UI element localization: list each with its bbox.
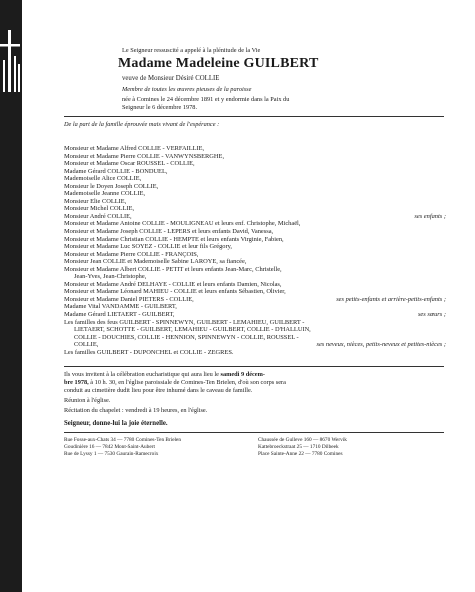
family-member-text: LIETAERT, SCHOTTE - GUILBERT, LEMAHIEU - GUILBERT, COLLIE - D'HALLUIN, bbox=[74, 326, 311, 334]
family-member-row bbox=[64, 281, 454, 289]
divider-middle bbox=[64, 366, 444, 367]
family-member-text: Monsieur et Madame Joseph COLLIE - LEPERS et leurs enfants David, Vanessa, bbox=[64, 228, 274, 236]
black-side-band bbox=[0, 0, 22, 592]
family-member-text: Mademoiselle Jeanne COLLIE, bbox=[64, 190, 146, 198]
service-date: samedi 9 décem- bbox=[220, 371, 265, 378]
address-left-2: Goudinière 16 — 7842 Mont-Saint-Aubert bbox=[64, 444, 155, 450]
meeting-line: Réunion à l'église. bbox=[64, 397, 111, 404]
family-member-text: Monsieur et Madame Pierre COLLIE - VANWYNSBERGHE, bbox=[64, 152, 225, 160]
invitation-line-3: conduit au cimetière dudit lieu pour être inhumé dans le caveau de famille. bbox=[64, 387, 253, 394]
family-member-row bbox=[64, 251, 454, 259]
closing-prayer: Seigneur, donne-lui la joie éternelle. bbox=[64, 420, 168, 427]
birth-line-2: Seigneur le 6 décembre 1978. bbox=[122, 104, 198, 111]
family-member-row bbox=[64, 243, 454, 251]
family-member-text: Monsieur Elie COLLIE, bbox=[64, 197, 127, 205]
family-member-row bbox=[64, 190, 454, 198]
family-member-text: Monsieur André COLLIE, bbox=[64, 212, 132, 220]
family-member-text: Monsieur et Madame André DELHAYE - COLLIE et leurs enfants Damien, Nicolas, bbox=[64, 280, 282, 288]
divider-top bbox=[64, 116, 444, 117]
family-member-text: COLLIE - DOUCHIES, COLLIE - HENNION, SPINNEWYN - COLLIE, ROUSSEL - bbox=[74, 333, 299, 341]
family-member-row bbox=[64, 296, 454, 304]
widow-line: veuve de Monsieur Désiré COLLIE bbox=[122, 75, 220, 82]
address-right-2: Kattebroeckstraat 25 — 1710 Dilbeek bbox=[258, 444, 339, 450]
family-member-row bbox=[64, 220, 454, 228]
family-member-row bbox=[64, 303, 454, 311]
divider-bottom bbox=[64, 432, 444, 433]
family-member-row bbox=[64, 153, 454, 161]
family-member-text: Monsieur et Madame Antoine COLLIE - MOULIGNEAU et leurs enf. Christophe, Michaël, bbox=[64, 220, 301, 228]
family-member-row bbox=[64, 341, 454, 349]
family-member-text: Monsieur et Madame Daniel PIETERS - COLLIE, bbox=[64, 295, 194, 303]
family-member-row bbox=[64, 258, 454, 266]
family-member-text: Jean-Yves, Jean-Christophe, bbox=[74, 273, 147, 281]
obituary-notice bbox=[52, 0, 457, 592]
family-member-text: Les familles des feus GUILBERT - SPINNEWYN, GUILBERT - LEMAHIEU, GUILBERT - bbox=[64, 318, 305, 326]
invitation-text: Ils vous invitent à la célébration eucharistique qui aura lieu le bbox=[64, 371, 221, 378]
family-member-row bbox=[64, 319, 454, 327]
family-member-row bbox=[64, 198, 454, 206]
family-intro: De la part de la famille éprouvée mais vivant de l'espérance : bbox=[64, 121, 220, 128]
cross-icon bbox=[0, 30, 22, 92]
family-member-text: Madame Vital VANDAMME - GUILBERT, bbox=[64, 303, 177, 311]
family-member-row bbox=[64, 205, 454, 213]
family-member-row bbox=[64, 334, 454, 342]
family-member-row bbox=[64, 326, 454, 334]
relation-label: ses enfants ; bbox=[414, 212, 446, 220]
family-member-row bbox=[64, 273, 454, 281]
relation-label: ses sœurs ; bbox=[417, 311, 446, 319]
family-member-text: Monsieur et Madame Luc SOYEZ - COLLIE et leur fils Grégory, bbox=[64, 243, 233, 251]
family-member-row bbox=[64, 145, 454, 153]
family-member-text: Monsieur et Madame Alfred COLLIE - VERFAILLIE, bbox=[64, 145, 205, 152]
relation-label: ses neveux, nièces, petits-neveux et petites-nièces ; bbox=[316, 341, 446, 349]
birth-line-1: née à Comines le 24 décembre 1891 et y endormie dans la Paix du bbox=[122, 96, 290, 103]
family-member-row bbox=[64, 288, 454, 296]
family-member-row bbox=[64, 349, 454, 357]
family-member-text: Monsieur le Doyen Joseph COLLIE, bbox=[64, 182, 159, 190]
family-member-row bbox=[64, 175, 454, 183]
family-member-text: Madame Gérard COLLIE - BONDUEL, bbox=[64, 167, 168, 175]
member-line: Membre de toutes les œuvres pieuses de la paroisse bbox=[122, 86, 252, 93]
service-date-year: bre 1978, bbox=[64, 379, 89, 386]
family-member-text: Monsieur et Madame Léonard MAHIEU - COLLIE et leurs enfants Sébastien, Olivier, bbox=[64, 288, 286, 296]
family-member-row bbox=[64, 266, 454, 274]
deceased-name bbox=[118, 56, 319, 72]
invitation-text: à 10 h. 30, en l'église paroissiale de Comines-Ten Brielen, d'où son corps sera bbox=[88, 379, 286, 386]
family-member-row bbox=[64, 213, 454, 221]
family-member-text: Mademoiselle Alice COLLIE, bbox=[64, 175, 142, 183]
family-member-row bbox=[64, 160, 454, 168]
family-member-text: Monsieur et Madame Pierre COLLIE - FRANÇOIS, bbox=[64, 250, 199, 258]
family-member-text: Les familles GUILBERT - DUPONCHEL et COLLIE - ZEGRES. bbox=[64, 348, 234, 356]
family-member-row bbox=[64, 236, 454, 244]
family-member-row bbox=[64, 183, 454, 191]
invitation-line-1 bbox=[64, 371, 265, 379]
opening-line: Le Seigneur ressuscité a appelé à la plénitude de la Vie bbox=[122, 47, 261, 54]
family-member-text: Monsieur Jean COLLIE et Mademoiselle Sabine LAROYE, sa fiancée, bbox=[64, 258, 247, 266]
address-right-1: Chaussée de Gulleve 160 — 8670 Wervik bbox=[258, 437, 347, 443]
invitation-line-2 bbox=[64, 379, 286, 387]
family-member-row bbox=[64, 228, 454, 236]
rosary-line: Récitation du chapelet : vendredi à 19 heures, en l'église. bbox=[64, 407, 208, 414]
family-member-text: COLLIE, bbox=[74, 341, 99, 349]
family-member-row bbox=[64, 311, 454, 319]
family-member-text: Monsieur et Madame Oscar ROUSSEL - COLLIE, bbox=[64, 160, 195, 168]
address-right-3: Place Sainte-Anne 22 — 7780 Comines bbox=[258, 451, 343, 457]
family-member-text: Monsieur Michel COLLIE, bbox=[64, 205, 135, 213]
family-member-text: Monsieur et Madame Christian COLLIE - HEMPTE et leurs enfants Virginie, Fabien, bbox=[64, 235, 284, 243]
family-member-text: Monsieur et Madame Albert COLLIE - PETIT et leurs enfants Jean-Marc, Christelle, bbox=[64, 265, 282, 273]
name-main: Madeleine GUILBERT bbox=[175, 56, 319, 71]
family-member-text: Madame Gérard LIETAERT - GUILBERT, bbox=[64, 311, 175, 319]
address-left-3: Rue de Lyssy 1 — 7530 Gaurain-Ramecroix bbox=[64, 451, 159, 457]
address-left-1: Rue Fosse-aux-Chats 34 — 7780 Comines-Ten Brielen bbox=[64, 437, 182, 443]
family-list bbox=[64, 145, 454, 356]
family-member-row bbox=[64, 168, 454, 176]
relation-label: ses petits-enfants et arrière-petits-enfants ; bbox=[336, 295, 446, 303]
name-prefix: Madame bbox=[118, 56, 173, 71]
